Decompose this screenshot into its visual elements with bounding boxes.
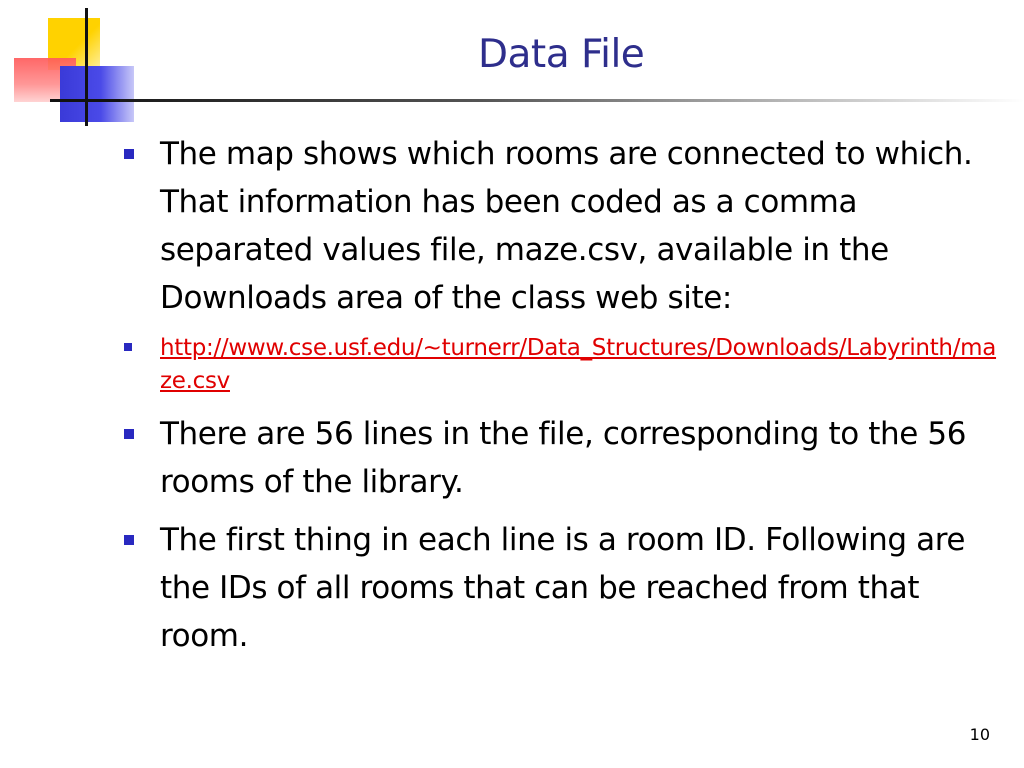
bullet-list bbox=[120, 130, 1000, 670]
bullet-text: The first thing in each line is a room ID. Following are the IDs of all rooms that can be reached from that room. bbox=[160, 522, 966, 654]
bullet-item-lines bbox=[120, 410, 1000, 506]
logo-vertical-line bbox=[85, 8, 88, 126]
title-rule bbox=[120, 99, 1024, 102]
logo-horizontal-line bbox=[50, 99, 130, 102]
bullet-item-map bbox=[120, 130, 1000, 322]
bullet-item-room-id bbox=[120, 516, 1000, 660]
logo-blue-square bbox=[60, 66, 134, 122]
maze-csv-link[interactable]: http://www.cse.usf.edu/~turnerr/Data_Structures/Downloads/Labyrinth/maze.csv bbox=[160, 335, 997, 394]
bullet-text: The map shows which rooms are connected to which. That information has been coded as a comma separated values file, maze.csv, available in the Downloads area of the class web site: bbox=[160, 136, 973, 316]
bullet-square-icon bbox=[124, 429, 134, 439]
slide-logo-decoration bbox=[0, 0, 140, 130]
bullet-square-icon bbox=[124, 343, 132, 351]
page-number: 10 bbox=[969, 725, 990, 744]
bullet-text: There are 56 lines in the file, corresponding to the 56 rooms of the library. bbox=[160, 416, 967, 500]
bullet-square-icon bbox=[124, 149, 134, 159]
bullet-square-icon bbox=[124, 535, 134, 545]
slide-title: Data File bbox=[478, 32, 645, 77]
bullet-item-link bbox=[120, 332, 1000, 398]
